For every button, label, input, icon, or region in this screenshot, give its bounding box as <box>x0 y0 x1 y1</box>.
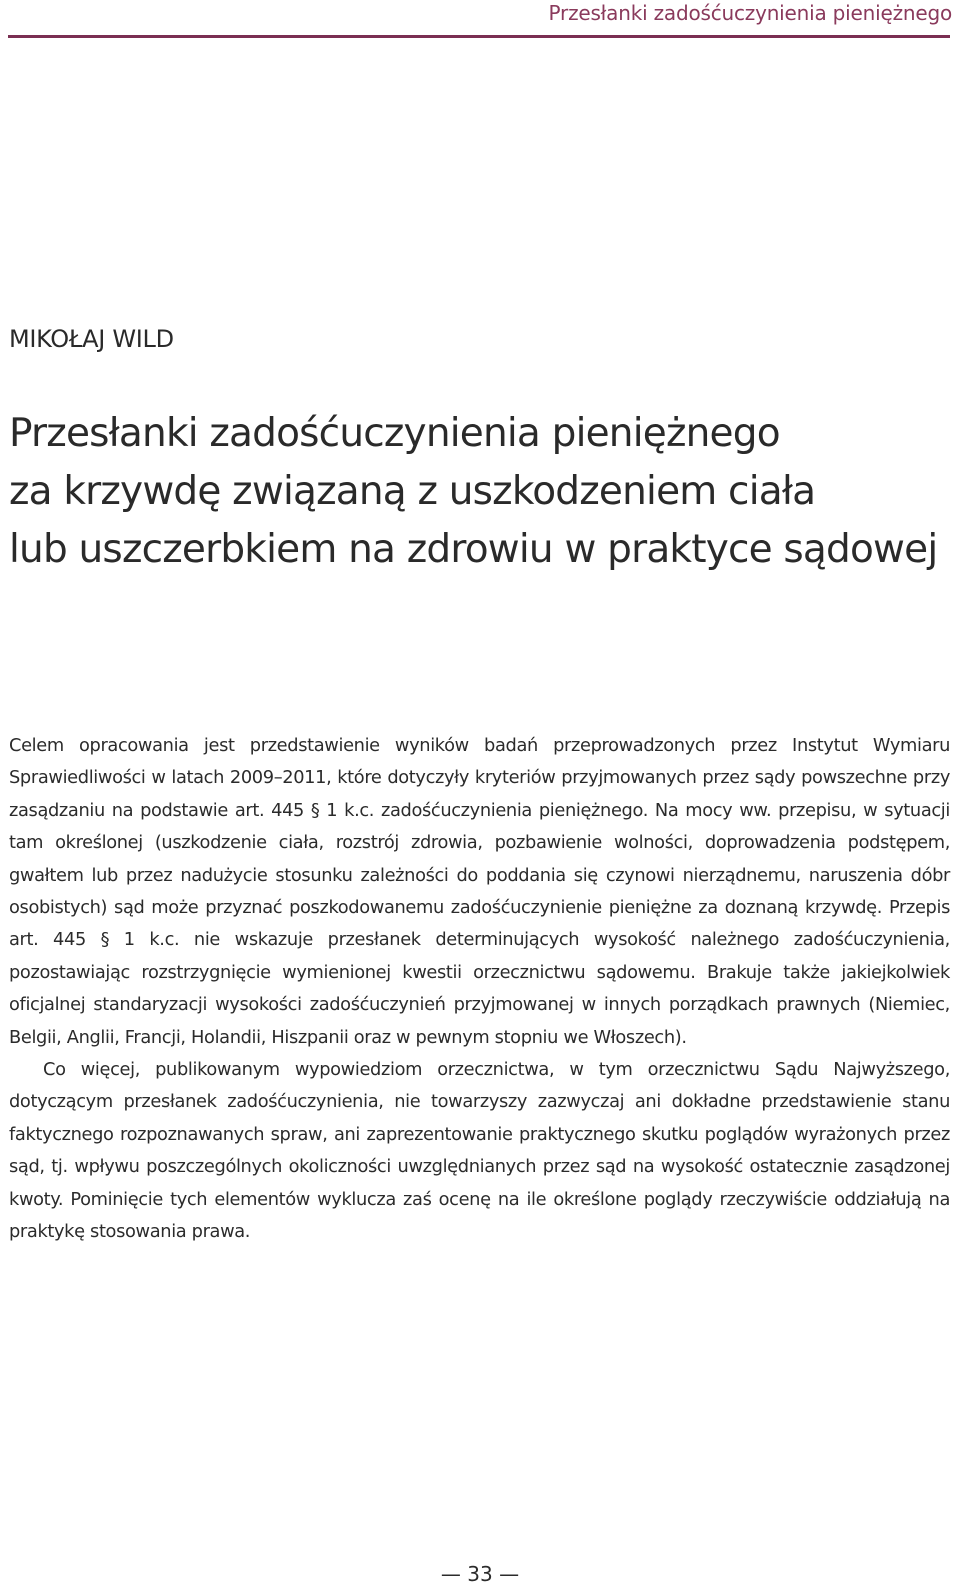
abstract <box>9 730 950 1249</box>
title-line-2: za krzywdę związaną z uszkodzeniem ciała <box>9 469 816 514</box>
title-line-3: lub uszczerbkiem na zdrowiu w praktyce sądowej <box>9 527 938 572</box>
abstract-paragraph-1: Celem opracowania jest przedstawienie wyników badań przeprowadzonych przez Instytut Wymiaru Sprawiedliwości w latach 2009–2011, które dotyczyły kryteriów przyjmowanych przez sądy powszechne przy zasądzaniu na podstawie art. 445 § 1 k.c. zadośćuczynienia pieniężnego. Na mocy ww. przepisu, w sytuacji tam określonej (uszkodzenie ciała, rozstrój zdrowia, pozbawienie wolności, doprowadzenia podstępem, gwałtem lub przez nadużycie stosunku zależności do poddania się czynowi nierządnemu, naruszenia dóbr osobistych) sąd może przyznać poszkodowanemu zadośćuczynienie pieniężne za doznaną krzywdę. Przepis art. 445 § 1 k.c. nie wskazuje przesłanek determinujących wysokość należnego zadośćuczynienia, pozostawiając rozstrzygnięcie wymienionej kwestii orzecznictwu sądowemu. Brakuje także jakiejkolwiek oficjalnej standaryzacji wysokości zadośćuczynień przyjmowanej w innych porządkach prawnych (Niemiec, Belgii, Anglii, Francji, Holandii, Hiszpanii oraz w pewnym stopniu we Włoszech). <box>9 735 950 1048</box>
running-header: Przesłanki zadośćuczynienia pieniężnego <box>548 1 952 25</box>
article-title <box>9 405 937 579</box>
header-rule <box>8 35 950 38</box>
page-number: — 33 — <box>440 1562 520 1586</box>
abstract-paragraph-2: Co więcej, publikowanym wypowiedziom orzecznictwa, w tym orzecznictwu Sądu Najwyższego, dotyczącym przesłanek zadośćuczynienia, nie towarzyszy zazwyczaj ani dokładne przedstawienie stanu faktycznego rozpoznawanych spraw, ani zaprezentowanie praktycznego skutku poglądów wyrażonych przez sąd, tj. wpływu poszczególnych okoliczności uwzględnianych przez sąd na wysokość ostatecznie zasądzonej kwoty. Pominięcie tych elementów wyklucza zaś ocenę na ile określone poglądy rzeczywiście oddziałują na praktykę stosowania prawa. <box>9 1059 950 1243</box>
title-line-1: Przesłanki zadośćuczynienia pieniężnego <box>9 411 780 456</box>
author-name: MIKOŁAJ WILD <box>9 325 174 353</box>
